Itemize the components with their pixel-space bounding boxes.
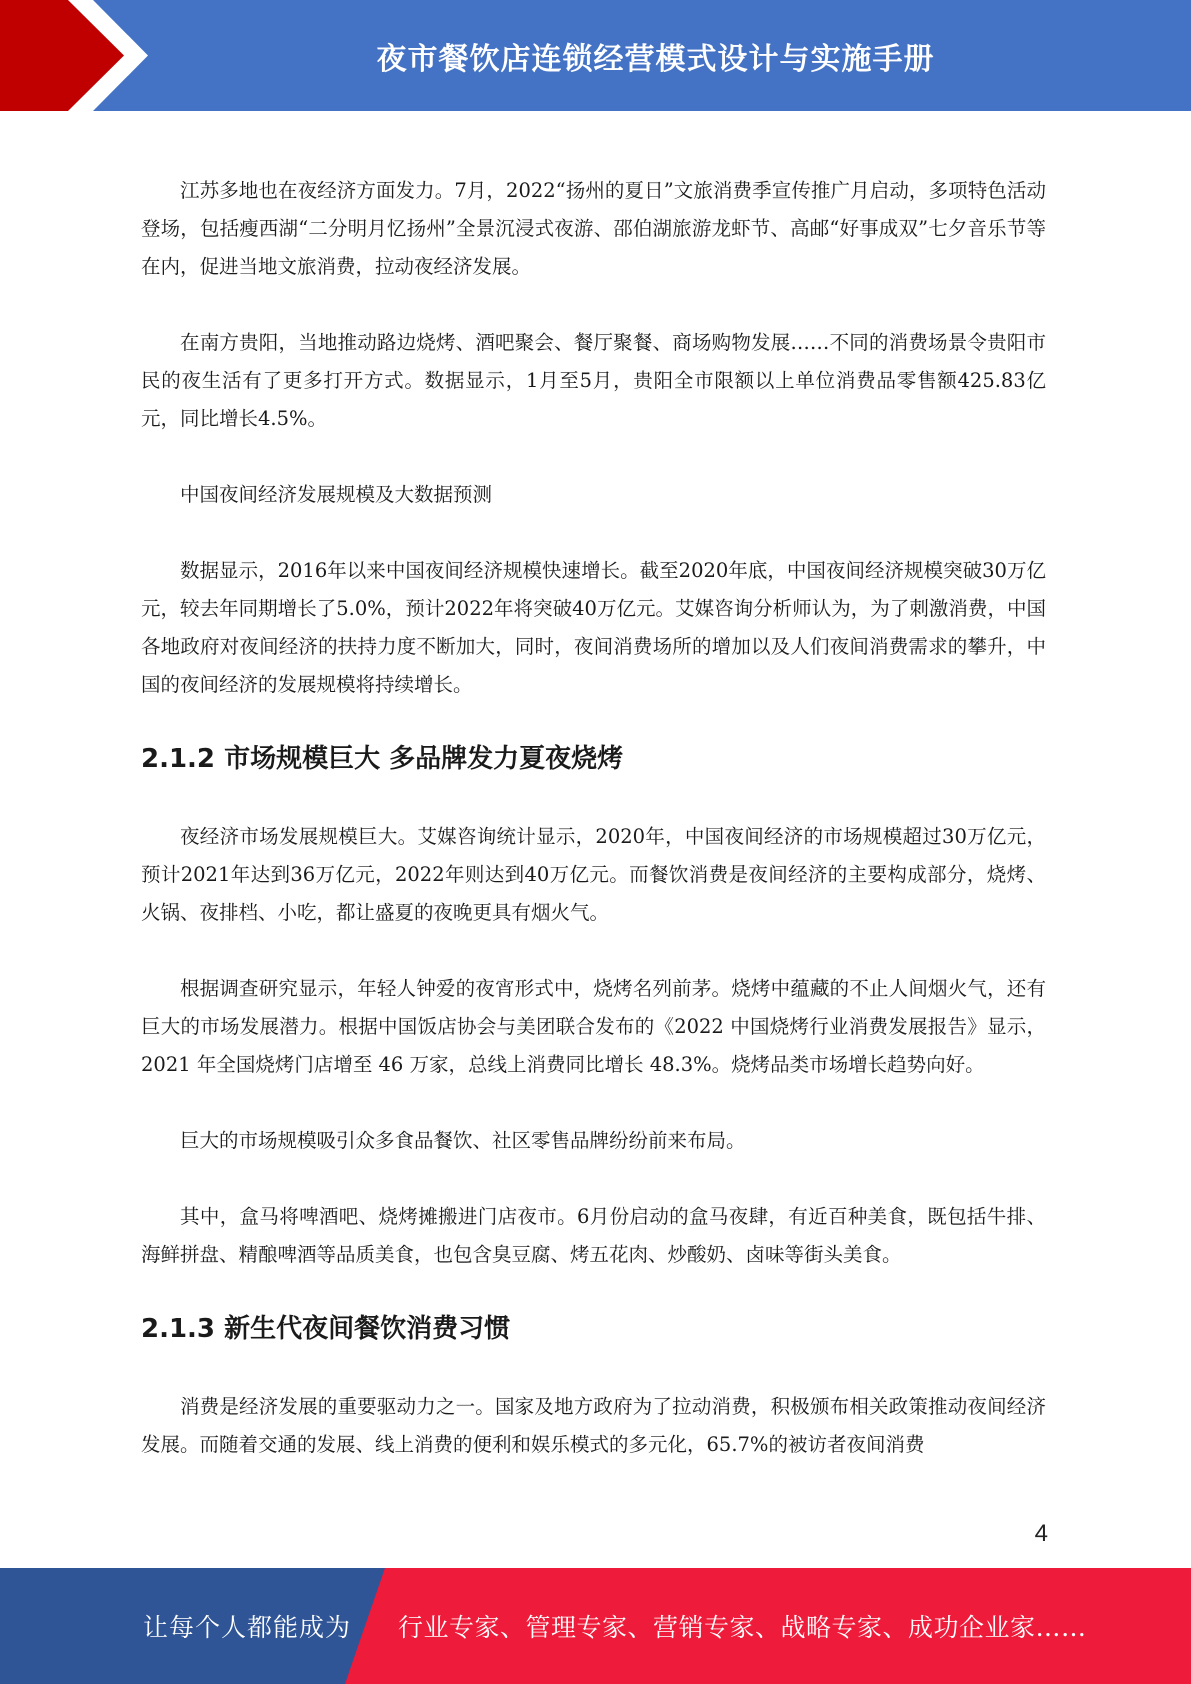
page-footer xyxy=(0,1568,1191,1684)
document-title: 夜市餐饮店连锁经营模式设计与实施手册 xyxy=(376,41,935,77)
page-number: 4 xyxy=(1034,1520,1048,1547)
paragraph: 夜经济市场发展规模巨大。艾媒咨询统计显示，2020年，中国夜间经济的市场规模超过30万亿元，预计2021年达到36万亿元，2022年则达到40万亿元。而餐饮消费是夜间经济的主要构成部分，烧烤、火锅、夜排档、小吃，都让盛夏的夜晚更具有烟火气。 xyxy=(141,825,1046,924)
paragraph: 在南方贵阳，当地推动路边烧烤、酒吧聚会、餐厅聚餐、商场购物发展……不同的消费场景令贵阳市民的夜生活有了更多打开方式。数据显示，1月至5月，贵阳全市限额以上单位消费品零售额425.83亿元，同比增长4.5%。 xyxy=(141,331,1046,430)
footer-slogan-right: 行业专家、管理专家、营销专家、战略专家、成功企业家…… xyxy=(398,1613,1087,1642)
footer-slogan-left: 让每个人都能成为 xyxy=(143,1613,352,1642)
page-content xyxy=(141,172,1046,1502)
paragraph: 根据调查研究显示，年轻人钟爱的夜宵形式中，烧烤名列前茅。烧烤中蕴藏的不止人间烟火气，还有巨大的市场发展潜力。根据中国饭店协会与美团联合发布的《2022 中国烧烤行业消费发展报告》显示，2021 年全国烧烤门店增至 46 万家，总线上消费同比增长 48.3%。烧烤品类市场增长趋势向好。 xyxy=(141,977,1046,1076)
section-heading: 2.1.3 新生代夜间餐饮消费习惯 xyxy=(141,1314,511,1344)
paragraph: 江苏多地也在夜经济方面发力。7月，2022“扬州的夏日”文旅消费季宣传推广月启动，多项特色活动登场，包括瘦西湖“二分明月忆扬州”全景沉浸式夜游、邵伯湖旅游龙虾节、高邮“好事成双”七夕音乐节等在内，促进当地文旅消费，拉动夜经济发展。 xyxy=(141,179,1046,278)
paragraph: 其中，盒马将啤酒吧、烧烤摊搬进门店夜市。6月份启动的盒马夜肆，有近百种美食，既包括牛排、海鲜拼盘、精酿啤酒等品质美食，也包含臭豆腐、烤五花肉、炒酸奶、卤味等街头美食。 xyxy=(141,1205,1046,1266)
paragraph: 消费是经济发展的重要驱动力之一。国家及地方政府为了拉动消费，积极颁布相关政策推动夜间经济发展。而随着交通的发展、线上消费的便利和娱乐模式的多元化，65.7%的被访者夜间消费 xyxy=(141,1395,1046,1456)
paragraph: 中国夜间经济发展规模及大数据预测 xyxy=(180,483,493,506)
page-header xyxy=(0,0,1191,111)
paragraph: 巨大的市场规模吸引众多食品餐饮、社区零售品牌纷纷前来布局。 xyxy=(180,1129,746,1152)
section-heading: 2.1.2 市场规模巨大 多品牌发力夏夜烧烤 xyxy=(141,744,624,774)
chevron-arrow-icon xyxy=(0,0,160,111)
paragraph: 数据显示，2016年以来中国夜间经济规模快速增长。截至2020年底，中国夜间经济规模突破30万亿元，较去年同期增长了5.0%，预计2022年将突破40万亿元。艾媒咨询分析师认为，为了刺激消费，中国各地政府对夜间经济的扶持力度不断加大，同时，夜间消费场所的增加以及人们夜间消费需求的攀升，中国的夜间经济的发展规模将持续增长。 xyxy=(141,559,1046,696)
